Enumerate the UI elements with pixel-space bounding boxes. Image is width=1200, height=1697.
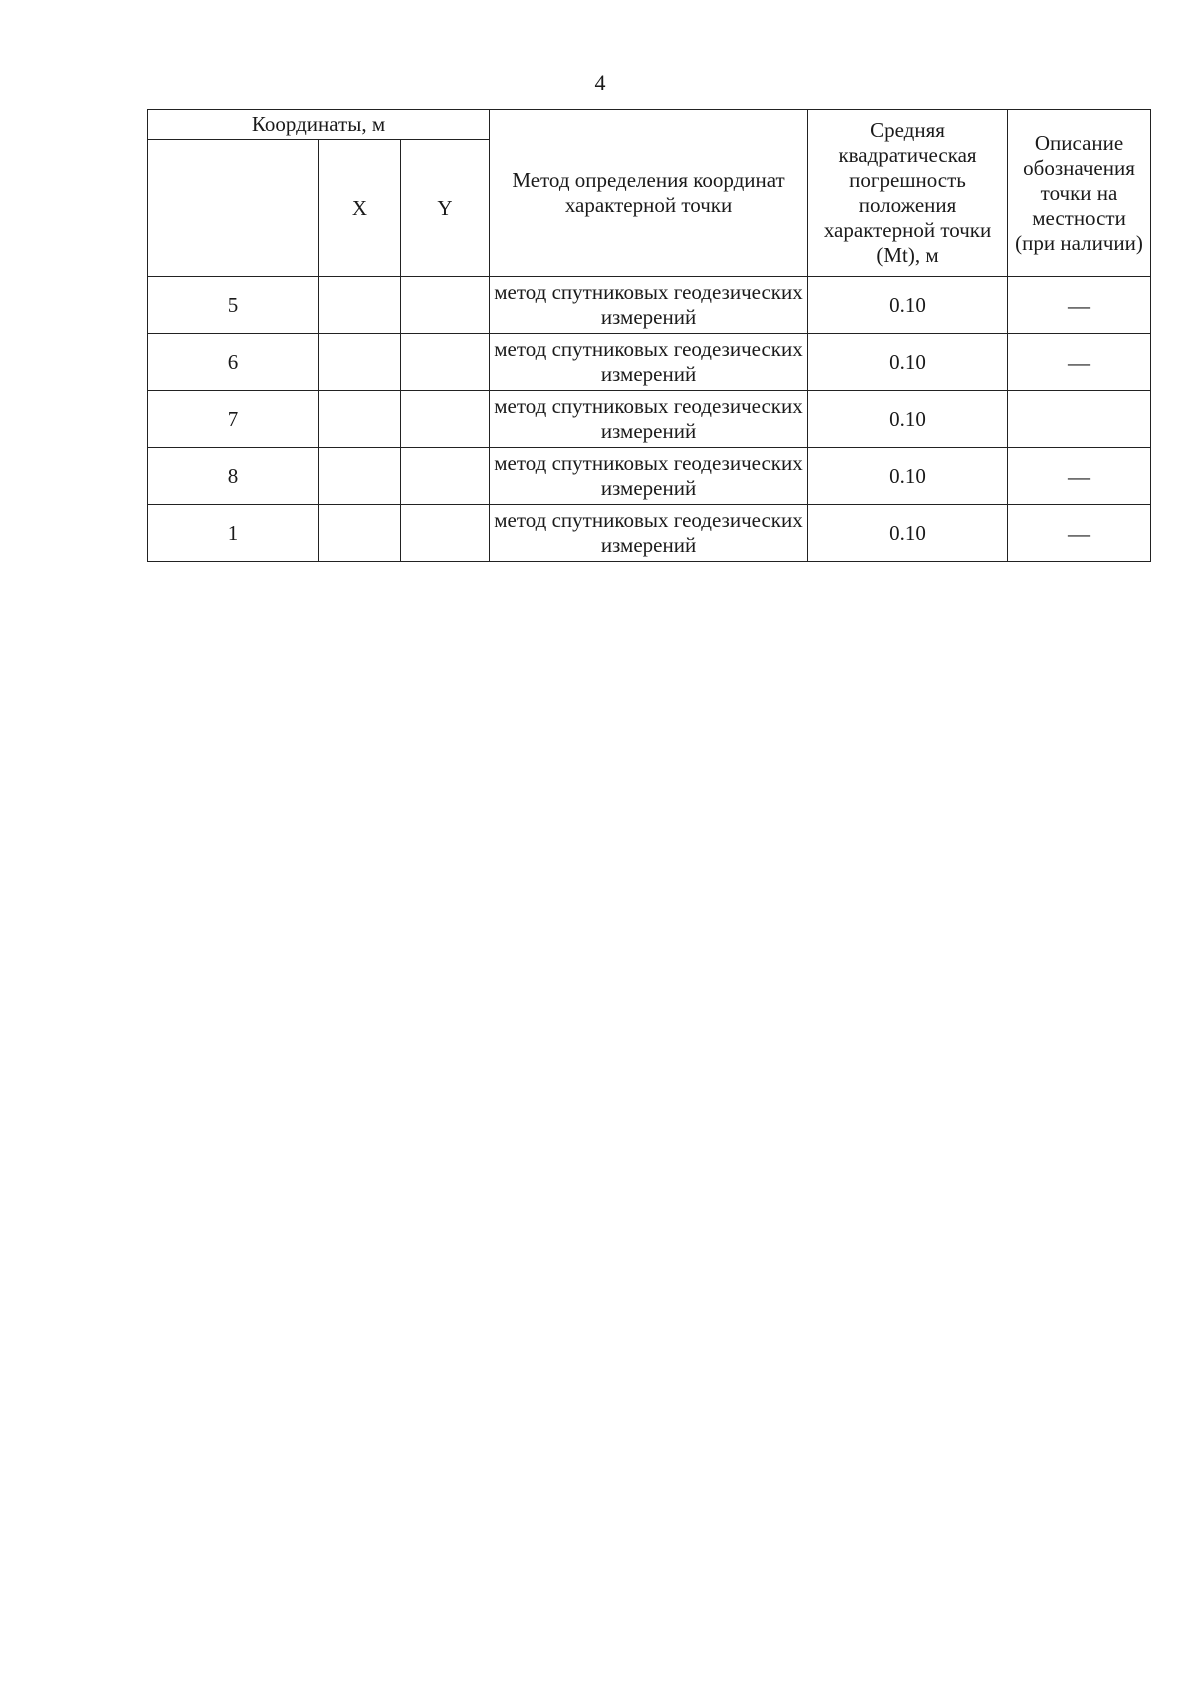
cell-error: 0.10 (808, 334, 1008, 391)
cell-point: 6 (148, 334, 319, 391)
cell-y (401, 448, 490, 505)
cell-point: 1 (148, 505, 319, 562)
page-number: 4 (594, 70, 606, 95)
table-row (148, 334, 1151, 391)
header-method: Метод определения координат характерной точки (490, 110, 808, 277)
table-row (148, 277, 1151, 334)
cell-method: метод спутниковых геодезических измерений (490, 334, 808, 391)
cell-description: — (1008, 277, 1151, 334)
cell-y (401, 277, 490, 334)
table-row (148, 505, 1151, 562)
cell-error: 0.10 (808, 505, 1008, 562)
cell-description: — (1008, 505, 1151, 562)
cell-description: — (1008, 334, 1151, 391)
cell-point: 7 (148, 391, 319, 448)
table-row (148, 391, 1151, 448)
cell-x (319, 391, 401, 448)
cell-x (319, 277, 401, 334)
header-description: Описание обозначения точки на местности (при наличии) (1008, 110, 1151, 277)
cell-description: — (1008, 448, 1151, 505)
cell-y (401, 505, 490, 562)
cell-y (401, 334, 490, 391)
cell-x (319, 505, 401, 562)
header-coordinates: Координаты, м (148, 110, 490, 140)
cell-description (1008, 391, 1151, 448)
cell-method: метод спутниковых геодезических измерений (490, 391, 808, 448)
cell-x (319, 448, 401, 505)
cell-x (319, 334, 401, 391)
header-point-number (148, 140, 319, 277)
cell-y (401, 391, 490, 448)
coordinates-table (147, 109, 1151, 562)
cell-error: 0.10 (808, 448, 1008, 505)
cell-method: метод спутниковых геодезических измерений (490, 277, 808, 334)
table-row (148, 448, 1151, 505)
header-y: Y (401, 140, 490, 277)
header-error: Средняя квадратическая погрешность положения характерной точки (Mt), м (808, 110, 1008, 277)
cell-error: 0.10 (808, 277, 1008, 334)
header-x: X (319, 140, 401, 277)
cell-error: 0.10 (808, 391, 1008, 448)
cell-method: метод спутниковых геодезических измерений (490, 448, 808, 505)
cell-point: 5 (148, 277, 319, 334)
cell-point: 8 (148, 448, 319, 505)
header-row-top (148, 110, 1151, 140)
cell-method: метод спутниковых геодезических измерений (490, 505, 808, 562)
